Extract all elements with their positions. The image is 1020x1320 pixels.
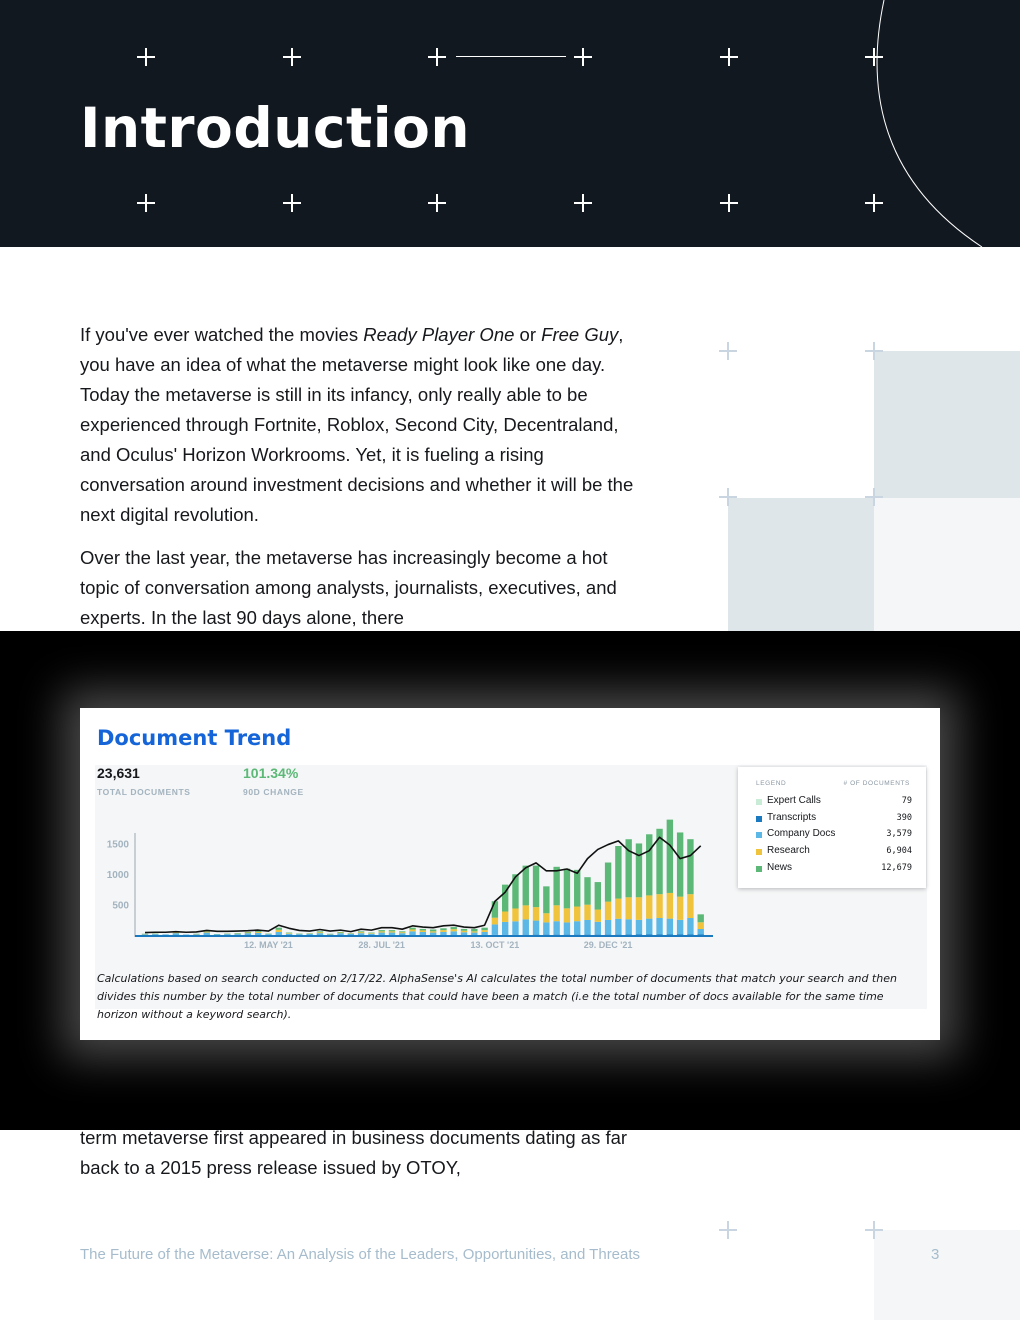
bar-segment xyxy=(625,919,631,934)
bar-segment xyxy=(605,920,611,935)
legend-swatch xyxy=(756,866,762,872)
bar-segment xyxy=(451,927,457,929)
bar-segment xyxy=(379,931,385,932)
plus-icon xyxy=(865,342,883,360)
page-header xyxy=(0,0,1020,247)
bar-segment xyxy=(152,934,158,935)
x-tick-label: 28. JUL '21 xyxy=(358,940,405,950)
bar-segment xyxy=(553,921,559,934)
legend-swatch xyxy=(756,799,762,805)
bar-segment xyxy=(389,930,395,931)
bar-segment xyxy=(451,931,457,935)
bar-segment xyxy=(193,934,199,935)
legend-count-title: # OF DOCUMENTS xyxy=(843,780,910,787)
legend-item: Company Docs 3,579 xyxy=(756,828,912,842)
bar-segment xyxy=(553,867,559,906)
bar-segment xyxy=(595,882,601,910)
bar-segment xyxy=(677,897,683,920)
bar-segment xyxy=(389,931,395,932)
bar-segment xyxy=(523,905,529,919)
bar-segment xyxy=(564,922,570,934)
bar-segment xyxy=(317,931,323,932)
x-tick-label: 29. DEC '21 xyxy=(583,940,633,950)
decorative-line xyxy=(456,56,566,57)
bar-segment xyxy=(317,933,323,935)
bar-segment xyxy=(440,932,446,935)
x-tick-label: 12. MAY '21 xyxy=(244,940,293,950)
bar-segment xyxy=(214,934,220,935)
bar-segment xyxy=(523,866,529,906)
bar-segment xyxy=(337,932,343,933)
bar-segment xyxy=(337,933,343,934)
bar-segment xyxy=(461,931,467,933)
bar-segment xyxy=(512,921,518,934)
bar-segment xyxy=(564,869,570,909)
legend-swatch xyxy=(756,816,762,822)
figure-title: Document Trend xyxy=(97,726,292,750)
bar-segment xyxy=(420,930,426,932)
page-title: Introduction xyxy=(80,96,471,160)
bar-segment xyxy=(636,897,642,920)
bar-segment xyxy=(471,929,477,931)
bar-segment xyxy=(430,931,436,932)
bar-segment xyxy=(430,933,436,935)
bar-segment xyxy=(255,931,261,932)
bar-segment xyxy=(234,933,240,934)
bar-segment xyxy=(306,934,312,935)
bar-segment xyxy=(667,919,673,935)
bar-segment xyxy=(595,910,601,922)
bar-segment xyxy=(286,933,292,934)
bar-segment xyxy=(584,877,590,905)
total-documents-value: 23,631 xyxy=(97,765,140,781)
bar-segment xyxy=(687,918,693,935)
bar-segment xyxy=(245,933,251,935)
movie-title: Ready Player One xyxy=(363,324,515,345)
bar-segment xyxy=(255,932,261,933)
legend-item: Transcripts 390 xyxy=(756,812,912,826)
bar-segment xyxy=(317,932,323,933)
bar-segment xyxy=(667,893,673,919)
bar-segment xyxy=(502,922,508,935)
bar-segment xyxy=(461,932,467,935)
bar-segment xyxy=(276,928,282,930)
legend-item: Expert Calls 79 xyxy=(756,795,912,809)
bar-segment xyxy=(533,907,539,920)
bar-segment xyxy=(584,920,590,935)
bar-segment xyxy=(440,928,446,930)
decorative-block xyxy=(874,498,1020,638)
bar-segment xyxy=(245,932,251,933)
bar-segment xyxy=(430,930,436,932)
bar-segment xyxy=(420,929,426,931)
y-tick-label: 500 xyxy=(112,900,129,912)
bar-segment xyxy=(234,934,240,935)
bar-segment xyxy=(276,930,282,932)
bar-segment xyxy=(584,905,590,920)
bar-segment xyxy=(204,932,210,933)
bar-segment xyxy=(481,928,487,930)
document-trend-figure xyxy=(80,708,940,1040)
bar-segment xyxy=(574,870,580,907)
bar-segment xyxy=(399,932,405,933)
bar-segment xyxy=(625,897,631,919)
bar-segment xyxy=(605,902,611,920)
plus-icon xyxy=(137,194,155,212)
figure-caption: Calculations based on search conducted on 2/17/22. AlphaSense's AI calculates the total number of documents that match your search and then divides this number by the total number of documents that could have been a match (i.e the total number of docs available for the same time horizon without a keyword search). xyxy=(97,972,897,1021)
bar-segment xyxy=(595,922,601,935)
bar-segment xyxy=(636,920,642,935)
bar-segment xyxy=(615,846,621,899)
x-tick-label: 13. OCT '21 xyxy=(470,940,520,950)
plus-icon xyxy=(719,1221,737,1239)
bar-segment xyxy=(605,863,611,902)
plus-icon xyxy=(720,194,738,212)
bar-segment xyxy=(461,929,467,931)
bar-segment xyxy=(348,934,354,935)
paragraph-3: term metaverse first appeared in business documents dating as far back to a 2015 press release issued by OTOY, xyxy=(80,1127,628,1178)
bar-segment xyxy=(420,932,426,935)
bar-segment xyxy=(471,933,477,935)
plus-icon xyxy=(428,194,446,212)
bar-segment xyxy=(276,932,282,935)
bar-segment xyxy=(224,934,230,935)
bar-segment xyxy=(512,908,518,921)
bar-segment xyxy=(286,934,292,935)
bar-segment xyxy=(523,919,529,934)
y-tick-label: 1500 xyxy=(106,839,129,851)
bar-segment xyxy=(471,931,477,932)
bar-segment xyxy=(615,919,621,935)
legend-swatch xyxy=(756,832,762,838)
bar-segment xyxy=(636,843,642,897)
plus-icon xyxy=(720,48,738,66)
bar-segment xyxy=(687,894,693,918)
paragraph-2: Over the last year, the metaverse has increasingly become a hot topic of conversation among analysts, journalists, executives, and experts. In the last 90 days alone, there xyxy=(80,547,617,628)
bar-segment xyxy=(533,921,539,935)
bar-segment xyxy=(543,886,549,913)
legend-item: Research 6,904 xyxy=(756,845,912,859)
bar-segment xyxy=(451,929,457,931)
bar-segment xyxy=(399,933,405,935)
bar-segment xyxy=(358,933,364,935)
bar-segment xyxy=(379,933,385,935)
bar-segment xyxy=(492,901,498,918)
change-label: 90D CHANGE xyxy=(243,787,304,797)
plus-icon xyxy=(574,48,592,66)
bar-segment xyxy=(440,930,446,932)
bar-segment xyxy=(543,922,549,934)
plus-icon xyxy=(283,194,301,212)
movie-title: Free Guy xyxy=(541,324,619,345)
bar-segment xyxy=(286,933,292,934)
bar-segment xyxy=(677,920,683,935)
y-tick-label: 1000 xyxy=(106,869,129,881)
bar-segment xyxy=(173,933,179,935)
bar-segment xyxy=(265,934,271,935)
bar-segment xyxy=(656,918,662,935)
bar-segment xyxy=(389,933,395,935)
bar-segment xyxy=(492,918,498,925)
change-value: 101.34% xyxy=(243,765,299,781)
plus-icon xyxy=(865,1221,883,1239)
bar-segment xyxy=(677,832,683,896)
bar-segment xyxy=(358,931,364,932)
bar-segment xyxy=(327,934,333,935)
total-documents-label: TOTAL DOCUMENTS xyxy=(97,787,191,797)
bar-segment xyxy=(245,933,251,934)
bar-segment xyxy=(687,839,693,894)
bar-segment xyxy=(492,924,498,934)
intro-paragraph: If you've ever watched the movies Ready Player One or Free Guy, you have an idea of what the metaverse might look like one day. Today the metaverse is still in its infancy, only really able to be experienced through Fortnite, Roblox, Second City, Decentraland, and Oculus' Horizon Workrooms. Yet, it is fueling a rising conversation around investment decisions and whether it will be the next digital revolution. xyxy=(80,324,634,525)
bar-segment xyxy=(358,932,364,933)
bar-segment xyxy=(173,933,179,934)
decorative-block xyxy=(874,1230,1020,1320)
plus-icon xyxy=(428,48,446,66)
bar-segment xyxy=(368,933,374,934)
bar-segment xyxy=(656,894,662,918)
plus-icon xyxy=(719,488,737,506)
decorative-block xyxy=(874,351,1020,498)
plus-icon xyxy=(865,48,883,66)
legend-item: News 12,679 xyxy=(756,862,912,876)
bar-segment xyxy=(142,934,148,935)
bar-segment xyxy=(698,929,704,935)
chart-legend xyxy=(738,767,926,888)
footer-document-title: The Future of the Metaverse: An Analysis of the Leaders, Opportunities, and Threats xyxy=(80,1246,641,1263)
page-number: 3 xyxy=(931,1246,940,1263)
bar-segment xyxy=(698,914,704,922)
bar-segment xyxy=(399,931,405,932)
bar-segment xyxy=(409,930,415,932)
bar-segment xyxy=(553,905,559,921)
bar-segment xyxy=(481,930,487,932)
bar-segment xyxy=(337,933,343,935)
bar-segment xyxy=(379,930,385,931)
plus-icon xyxy=(865,194,883,212)
bar-segment xyxy=(502,912,508,922)
legend-swatch xyxy=(756,849,762,855)
plus-icon xyxy=(865,488,883,506)
bar-segment xyxy=(543,913,549,922)
bar-segment xyxy=(574,907,580,922)
bar-segment xyxy=(698,922,704,929)
bar-segment xyxy=(204,933,210,935)
bar-segment xyxy=(409,928,415,930)
plus-icon xyxy=(719,342,737,360)
bar-segment xyxy=(409,931,415,935)
bar-segment xyxy=(255,933,261,935)
bar-segment xyxy=(296,934,302,935)
bar-segment xyxy=(564,908,570,922)
bar-segment xyxy=(615,899,621,919)
bar-segment xyxy=(646,919,652,935)
bar-segment xyxy=(646,895,652,918)
bar-segment xyxy=(574,921,580,934)
bar-segment xyxy=(646,834,652,895)
bar-segment xyxy=(368,934,374,935)
plus-icon xyxy=(137,48,155,66)
bar-segment xyxy=(667,820,673,893)
bar-segment xyxy=(162,934,168,935)
plus-icon xyxy=(574,194,592,212)
plus-icon xyxy=(283,48,301,66)
bar-segment xyxy=(368,933,374,934)
legend-title: LEGEND xyxy=(756,780,787,787)
bar-segment xyxy=(533,866,539,908)
bar-segment xyxy=(481,932,487,935)
decorative-block xyxy=(728,498,874,638)
